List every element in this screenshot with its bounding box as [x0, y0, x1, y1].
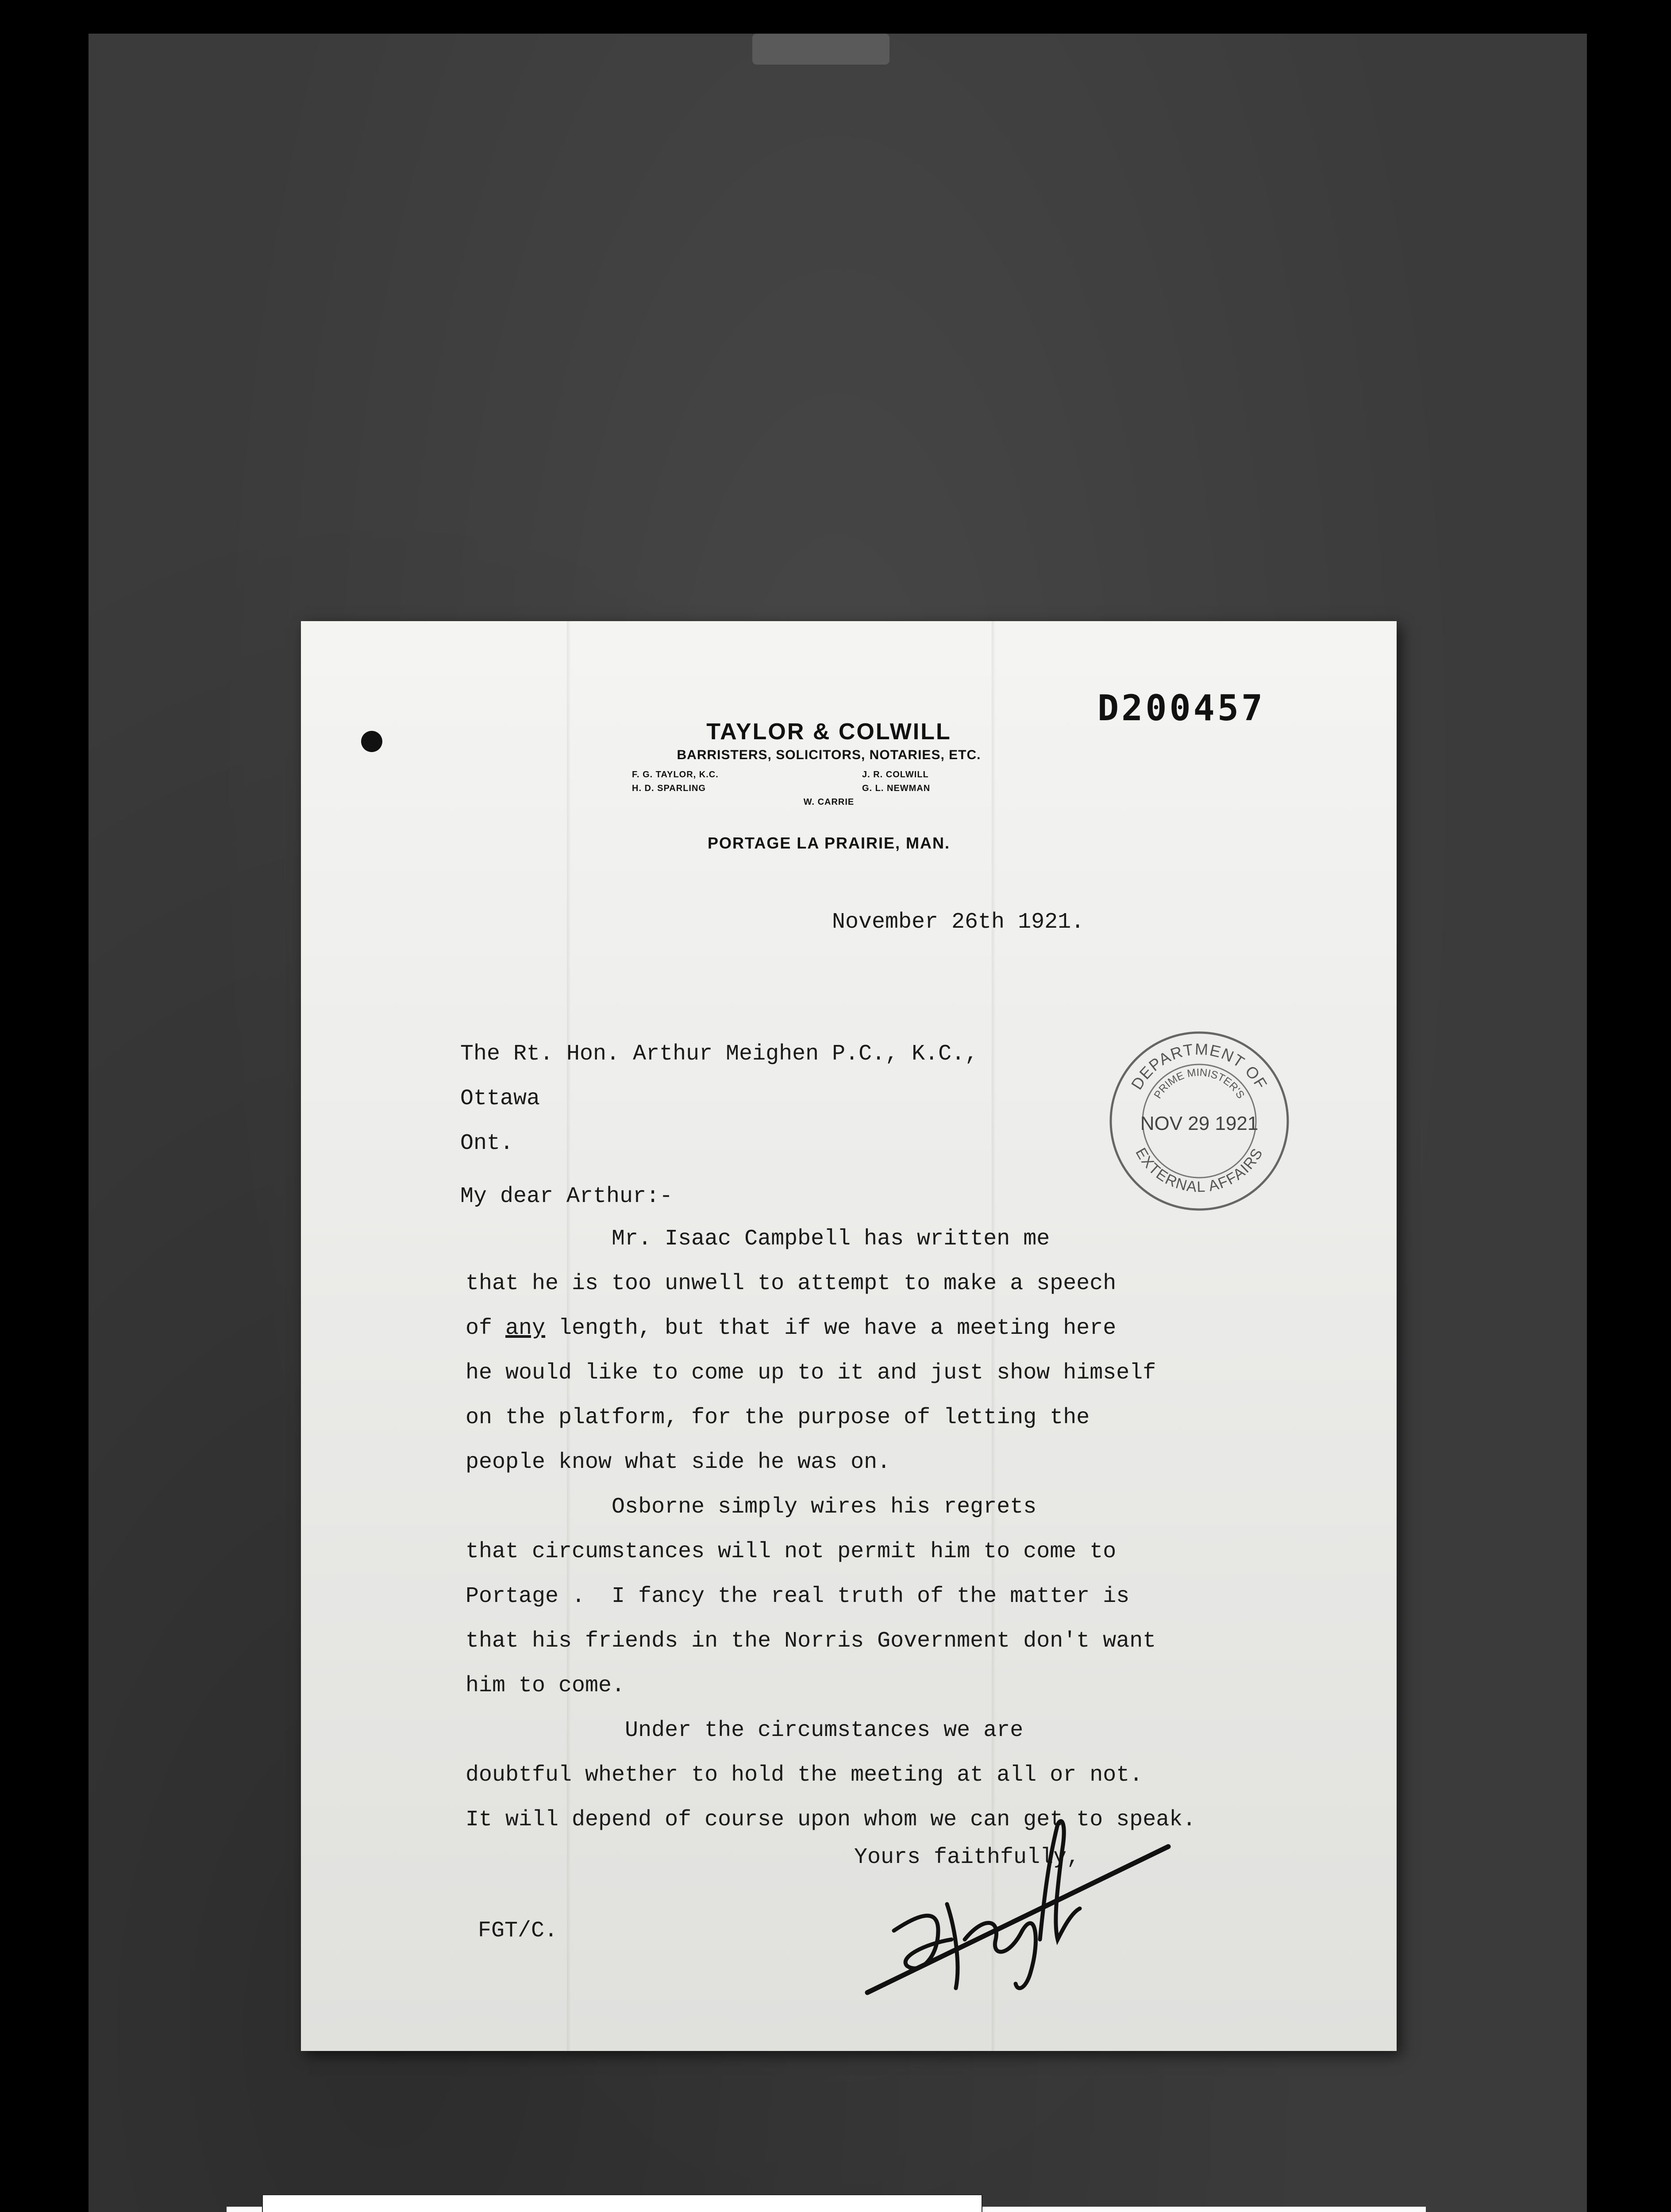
handwritten-signature — [850, 1798, 1177, 2028]
partner-name: H. D. SPARLING — [632, 783, 706, 793]
body-line — [466, 1306, 1196, 1351]
stamp-date: NOV 29 1921 — [1140, 1113, 1259, 1134]
partner-list — [632, 770, 986, 794]
svg-text:PRIME MINISTER'S — [1152, 1067, 1247, 1101]
partner-name: J. R. COLWILL — [862, 770, 929, 780]
firm-city: PORTAGE LA PRAIRIE, MAN. — [707, 834, 950, 852]
stamp-seal — [1105, 1027, 1293, 1215]
typist-initials: FGT/C. — [478, 1918, 558, 1943]
body-line: people know what side he was on. — [466, 1450, 891, 1475]
body-line: he would like to come up to it and just show himself — [466, 1360, 1156, 1386]
recipient-line: The Rt. Hon. Arthur Meighen P.C., K.C., — [460, 1041, 978, 1067]
received-stamp — [1105, 1027, 1293, 1215]
partner-name: F. G. TAYLOR, K.C. — [632, 770, 719, 780]
body-line: Portage . I fancy the real truth of the matter is — [466, 1584, 1130, 1609]
body-line: Osborne simply wires his regrets — [466, 1494, 1037, 1520]
underlined-word: any — [505, 1316, 546, 1341]
salutation: My dear Arthur:- — [460, 1184, 673, 1209]
signature-ink — [850, 1798, 1177, 2028]
board-clip — [752, 34, 889, 65]
body-line: that he is too unwell to attempt to make a speech — [466, 1271, 1117, 1296]
recipient-line: Ottawa — [460, 1086, 540, 1111]
partner-name: G. L. NEWMAN — [862, 783, 931, 793]
body-line: It will depend of course upon whom we can get to speak. — [466, 1807, 1196, 1832]
recipient-line: Ont. — [460, 1131, 514, 1156]
stamp-bottom-text: EXTERNAL AFFAIRS — [1132, 1145, 1267, 1196]
body-text: of — [466, 1316, 506, 1341]
letter-body — [466, 1217, 1196, 1842]
archive-label — [262, 2194, 982, 2212]
body-line: Mr. Isaac Campbell has written me — [466, 1226, 1050, 1252]
letter-date: November 26th 1921. — [832, 910, 1085, 935]
letter-page — [301, 621, 1397, 2051]
stamp-top-text: DEPARTMENT OF — [1127, 1040, 1271, 1093]
body-line: on the platform, for the purpose of letting the — [466, 1405, 1090, 1430]
body-text: length, but that if we have a meeting here — [545, 1316, 1117, 1341]
firm-name: TAYLOR & COLWILL — [706, 719, 951, 745]
body-line: that his friends in the Norris Government don't want — [466, 1628, 1156, 1654]
body-line: that circumstances will not permit him to come to — [466, 1539, 1117, 1564]
firm-subtitle: BARRISTERS, SOLICITORS, NOTARIES, ETC. — [677, 748, 981, 762]
body-line: Under the circumstances we are — [466, 1718, 1024, 1743]
body-line: him to come. — [466, 1673, 625, 1698]
stamp-inner-text: PRIME MINISTER'S — [1151, 1066, 1247, 1101]
document-number: D200457 — [1097, 687, 1266, 729]
recipient-address — [460, 1032, 978, 1166]
body-line: doubtful whether to hold the meeting at all or not. — [466, 1763, 1143, 1788]
closing: Yours faithfully, — [854, 1845, 1080, 1870]
letterhead — [301, 718, 1397, 853]
partner-name: W. CARRIE — [803, 797, 855, 807]
